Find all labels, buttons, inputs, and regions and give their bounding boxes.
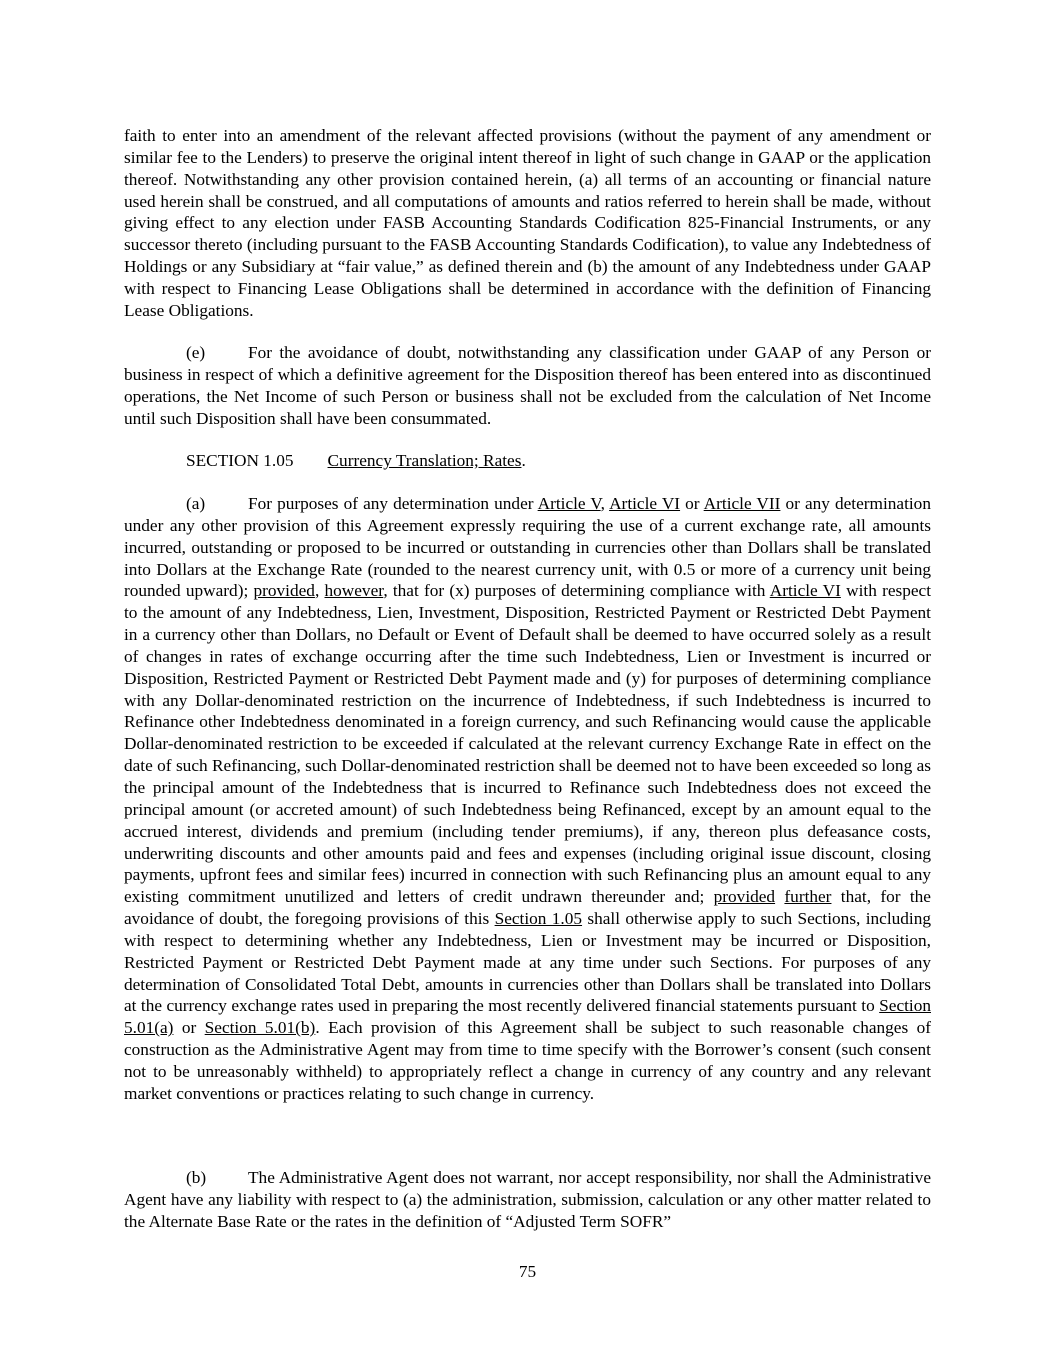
cross-reference-article-vi: Article VI: [609, 494, 681, 513]
paragraph-label: (e): [186, 343, 206, 362]
term-provided: provided: [713, 887, 776, 907]
section-title: Currency Translation; Rates: [327, 451, 522, 470]
text-run: . Each provision of this Agreement shall be subject to such reasonable changes of construction as the Administrative Agent may from time to time specify with the Borrower’s consent (such consent not to be unreasonably withheld) to appropriately reflect a change in currency of any country and any relevant market conventions or practices relating to such change in currency.: [124, 1018, 931, 1103]
text-run: shall otherwise apply to such Sections, including with respect to determining whether any Indebtedness, Lien or Investment may be incurred or Disposition, Restricted Payment or Restricted Debt Payment made at any time under such Sections. For purposes of any determination of Consolidated Total Debt, amounts in currencies other than Dollars shall be translated into Dollars at the currency exchange rates used in preparing the most recently delivered financial statements pursuant to: [124, 909, 931, 1016]
paragraph-a: [124, 493, 931, 1105]
term-however: however: [324, 581, 384, 601]
text-run: , that for (x) purposes of determining compliance with: [383, 581, 770, 601]
cross-reference-section-1-05: Section 1.05: [494, 909, 583, 929]
text-run: or: [173, 1018, 205, 1038]
text-run: or any determination under any other provision of this Agreement expressly requiring the use of a current exchange rate, all amounts incurred, outstanding or proposed to be incurred or outstanding in currencies other than Dollars shall be translated into Dollars at the Exchange Rate (rounded to the nearest currency unit, with 0.5 or more of a currency unit being rounded upward);: [124, 494, 931, 601]
paragraph-text: For the avoidance of doubt, notwithstanding any classification under GAAP of any Person or business in respect of which a definitive agreement for the Disposition thereof has been entered into as discontinued operations, the Net Income of such Person or business shall not be excluded from the calculation of Net Income until such Disposition shall have been consummated.: [124, 343, 931, 428]
paragraph-text: The Administrative Agent does not warrant, nor accept responsibility, nor shall the Administrative Agent have any liability with respect to (a) the administration, submission, calculation or any other matter related to the Alternate Base Rate or the rates in the definition of “Adjusted Term SOFR”: [124, 1168, 931, 1231]
section-title-period: .: [521, 451, 526, 470]
term-further: further: [784, 887, 832, 907]
cross-reference-article-vi: Article VI: [769, 581, 841, 601]
paragraph-b: [124, 1167, 931, 1233]
paragraph-label: (a): [186, 494, 206, 513]
text-run: For purposes of any determination under: [248, 494, 538, 513]
cross-reference-article-v: Article V: [537, 494, 601, 513]
text-run: ,: [314, 581, 325, 601]
paragraph-label: (b): [186, 1168, 207, 1187]
text-run: that, for the avoidance of doubt, the foregoing provisions of this: [124, 887, 931, 929]
text-run: or: [680, 494, 704, 513]
paragraph-e: [124, 342, 931, 429]
section-heading: [186, 450, 526, 472]
cross-reference-article-vii: Article VII: [703, 494, 781, 513]
page-number: 75: [518, 1262, 537, 1281]
text-run: with respect to the amount of any Indebtedness, Lien, Investment, Disposition, Restricted Payment or Restricted Debt Payment in a currency other than Dollars, no Default or Event of Default shall be deemed to have occurred solely as a result of changes in rates of exchange occurring after the time such Indebtedness, Lien or Investment is incurred or Disposition, Restricted Payment or Restricted Debt Payment made and (y) for purposes of determining compliance with any Dollar-denominated restriction on the incurrence of Indebtedness, if such Indebtedness is incurred to Refinance other Indebtedness denominated in a foreign currency, and such Refinancing would cause the applicable Dollar-denominated restriction to be exceeded if calculated at the relevant currency Exchange Rate in effect on the date of such Refinancing, such Dollar-denominated restriction shall be deemed not to have been exceeded so long as the principal amount of the Indebtedness that is incurred to Refinance such Indebtedness does not exceed the principal amount (or accreted amount) of such Indebtedness being Refinanced, except by an amount equal to the accrued interest, dividends and premium (including tender premiums), if any, thereon plus defeasance costs, underwriting discounts and other amounts paid and fees and expenses (including original issue discount, closing payments, upfront fees and similar fees) incurred in connection with such Refinancing plus an amount equal to any existing commitment unutilized and letters of credit undrawn thereunder and;: [124, 581, 932, 907]
term-provided: provided: [253, 581, 315, 601]
paragraph-gaap-continuation: faith to enter into an amendment of the relevant affected provisions (without the payment of any amendment or similar fee to the Lenders) to preserve the original intent thereof in light of such change in GAAP or the application thereof. Notwithstanding any other provision contained herein, (a) all terms of an accounting or financial nature used herein shall be construed, and all computations of amounts and ratios referred to herein shall be made, without giving effect to any election under FASB Accounting Standards Codification 825-Financial Instruments, or any successor thereto (including pursuant to the FASB Accounting Standards Codification), to value any Indebtedness of Holdings or any Subsidiary at “fair value,” as defined therein and (b) the amount of any Indebtedness under GAAP with respect to Financing Lease Obligations shall be determined in accordance with the definition of Financing Lease Obligations.: [124, 126, 931, 320]
text-run: ,: [600, 494, 610, 513]
cross-reference-section-5-01b: Section 5.01(b): [204, 1018, 316, 1038]
section-number: SECTION 1.05: [186, 451, 294, 470]
cross-reference-section-5-01a: Section 5.01(a): [124, 996, 931, 1038]
